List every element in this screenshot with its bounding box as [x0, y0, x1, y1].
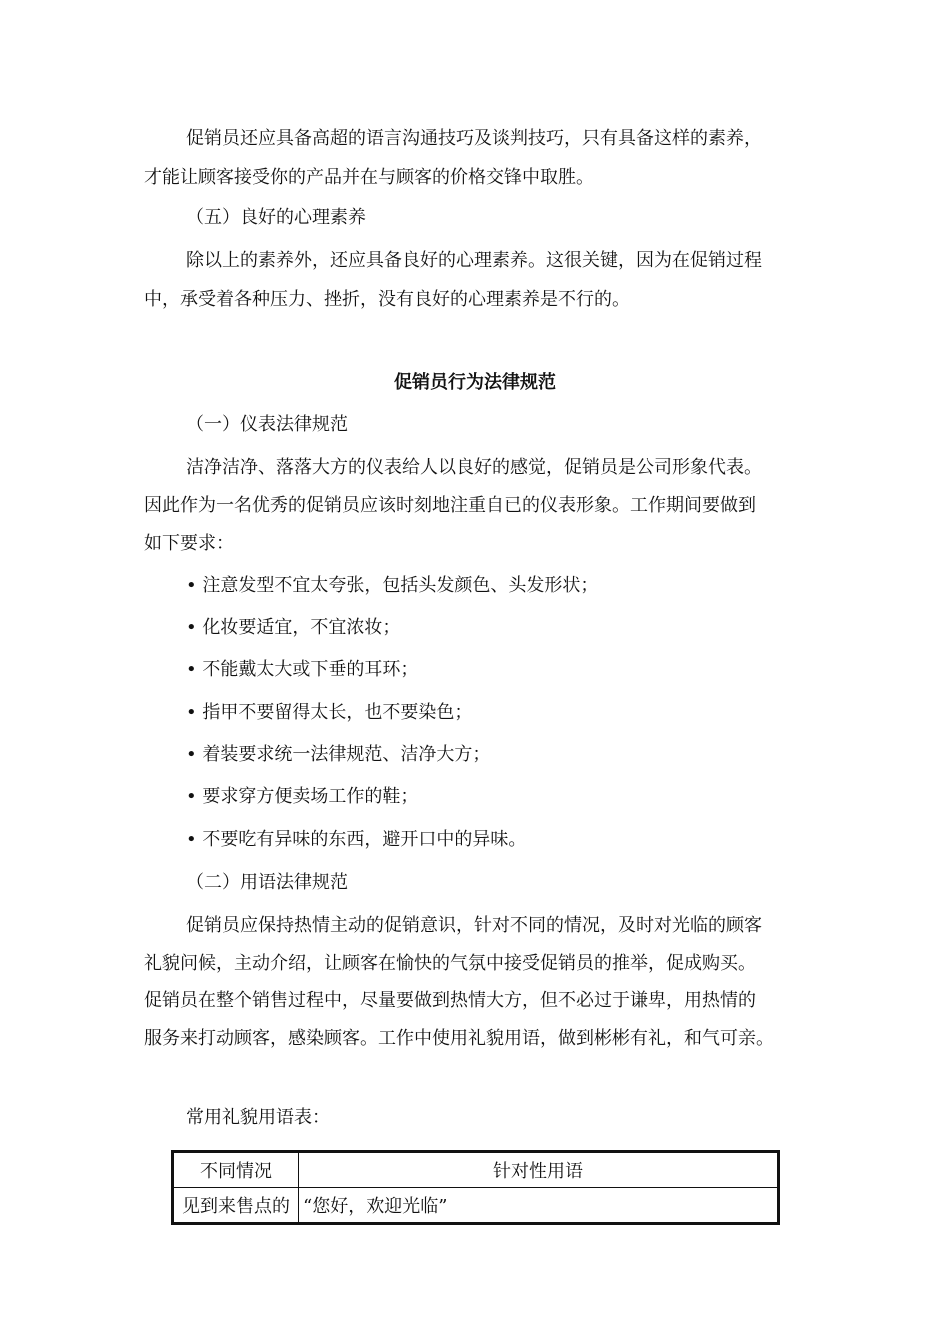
- bullet-item: • 指甲不要留得太长，也不要染色；: [186, 702, 473, 723]
- paragraph-line: 促销员在整个销售过程中，尽量要做到热情大方，但不必过于谦卑，用热情的: [144, 990, 756, 1011]
- table-caption: 常用礼貌用语表：: [186, 1107, 330, 1128]
- paragraph-line: 洁净洁净、落落大方的仪表给人以良好的感觉，促销员是公司形象代表。: [186, 457, 762, 478]
- paragraph-line: 促销员应保持热情主动的促销意识，针对不同的情况，及时对光临的顾客: [186, 915, 762, 936]
- paragraph-line: 服务来打动顾客，感染顾客。工作中使用礼貌用语，做到彬彬有礼，和气可亲。: [144, 1028, 774, 1049]
- paragraph-line: 礼貌问候，主动介绍，让顾客在愉快的气氛中接受促销员的推举，促成购买。: [144, 953, 756, 974]
- table-cell: 见到来售点的: [173, 1188, 299, 1224]
- section-heading: （二）用语法律规范: [186, 872, 348, 893]
- table-header-cell: 不同情况: [173, 1152, 299, 1188]
- paragraph-line: 促销员还应具备高超的语言沟通技巧及谈判技巧，只有具备这样的素养，: [186, 128, 762, 149]
- table-row: [173, 1188, 779, 1224]
- section-heading: （一）仪表法律规范: [186, 414, 348, 435]
- bullet-item: • 要求穿方便卖场工作的鞋；: [186, 786, 419, 807]
- section-heading: （五）良好的心理素养: [186, 207, 366, 228]
- paragraph-line: 中，承受着各种压力、挫折，没有良好的心理素养是不行的。: [144, 289, 630, 310]
- table-cell: “您好，欢迎光临”: [299, 1188, 779, 1224]
- bullet-item: • 不能戴太大或下垂的耳环；: [186, 659, 419, 680]
- table-header-cell: 针对性用语: [299, 1152, 779, 1188]
- paragraph-line: 因此作为一名优秀的促销员应该时刻地注重自已的仪表形象。工作期间要做到: [144, 495, 756, 516]
- phrase-table: [171, 1150, 780, 1225]
- page-title: 促销员行为法律规范: [394, 372, 556, 393]
- paragraph-line: 除以上的素养外，还应具备良好的心理素养。这很关键，因为在促销过程: [186, 250, 762, 271]
- bullet-item: • 着装要求统一法律规范、洁净大方；: [186, 744, 491, 765]
- paragraph-line: 才能让顾客接受你的产品并在与顾客的价格交锋中取胜。: [144, 167, 594, 188]
- paragraph-line: 如下要求：: [144, 533, 234, 554]
- table-header-row: [173, 1152, 779, 1188]
- bullet-item: • 注意发型不宜太夸张，包括头发颜色、头发形状；: [186, 575, 599, 596]
- bullet-item: • 化妆要适宜，不宜浓妆；: [186, 617, 401, 638]
- bullet-item: • 不要吃有异味的东西，避开口中的异味。: [186, 829, 527, 850]
